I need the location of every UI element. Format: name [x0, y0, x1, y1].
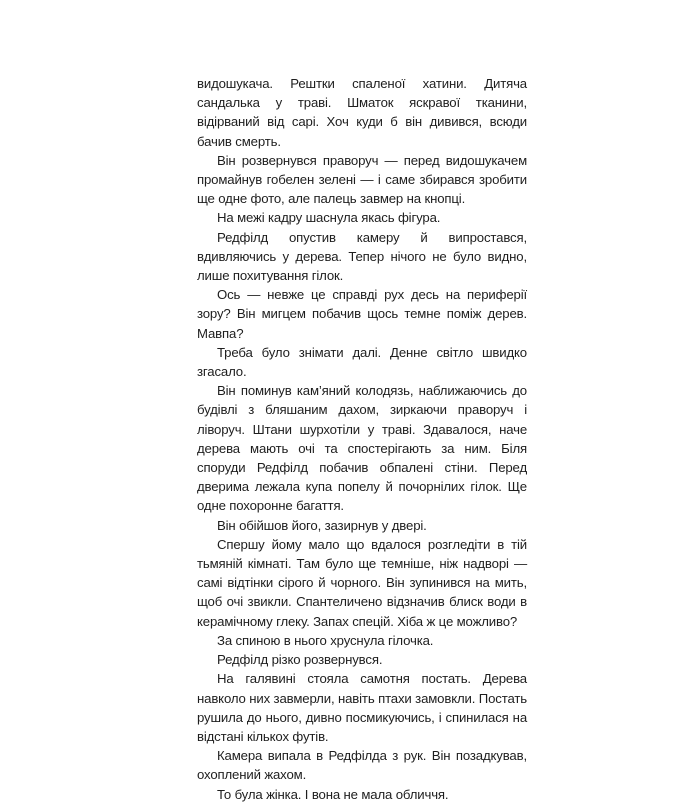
paragraph-6: Треба було знімати далі. Денне світло швидко згасало. [197, 344, 527, 380]
paragraph-2: Він розвернувся праворуч — перед видошукачем промайнув гобелен зелені — і саме збирався зробити ще одне фото, але палець завмер на кнопці. [197, 152, 527, 207]
paragraph-8: Він обійшов його, зазирнув у двері. [217, 517, 427, 533]
paragraph-7: Він поминув кам’яний колодязь, наближаючись до будівлі з бляшаним дахом, зиркаючи праворуч і ліворуч. Штани шурхотіли у траві. Здавалося, наче дерева мають очі та спостерігають за ним. Біля споруди Редфілд побачив обпалені стіни. Перед дверима лежала купа попелу й почорнілих гілок. Ще одне похоронне багаття. [197, 383, 527, 514]
paragraph-13: Камера випала в Редфілда з рук. Він позадкував, охоплений жахом. [197, 748, 527, 783]
paragraph-5: Ось — невже це справді рух десь на периферії зору? Він мигцем побачив щось темне поміж дерев. Мавпа? [197, 287, 527, 341]
paragraph-1: видошукача. Рештки спаленої хатини. Дитяча сандалька у траві. Шматок яскравої тканини, відірваний від сарі. Хоч куди б він дивився, всюди бачив смерть. [197, 76, 527, 149]
book-page-text [197, 74, 527, 804]
paragraph-11: Редфілд різко розвернувся. [217, 652, 383, 668]
paragraph-10: За спиною в нього хруснула гілочка. [217, 632, 434, 648]
paragraph-3: На межі кадру шаснула якась фігура. [217, 210, 441, 226]
paragraph-12: На галявині стояла самотня постать. Дерева навколо них завмерли, навіть птахи замовкли. Постать рушила до нього, дивно посмикуючись, і спинилася на відстані кількох футів. [197, 671, 527, 744]
paragraph-14: То була жінка. І вона не мала обличчя. [217, 786, 449, 802]
paragraph-4: Редфілд опустив камеру й випростався, вдивляючись у дерева. Тепер нічого не було видно, лише похитування гілок. [197, 229, 527, 284]
paragraph-9: Спершу йому мало що вдалося розгледіти в тій тьмяній кімнаті. Там було ще темніше, ніж надворі — самі відтінки сірого й чорного. Він зупинився на мить, щоб очі звикли. Спантеличено відзначив блиск води в керамічному глеку. Запах спецій. Хіба ж це можливо? [197, 536, 527, 629]
